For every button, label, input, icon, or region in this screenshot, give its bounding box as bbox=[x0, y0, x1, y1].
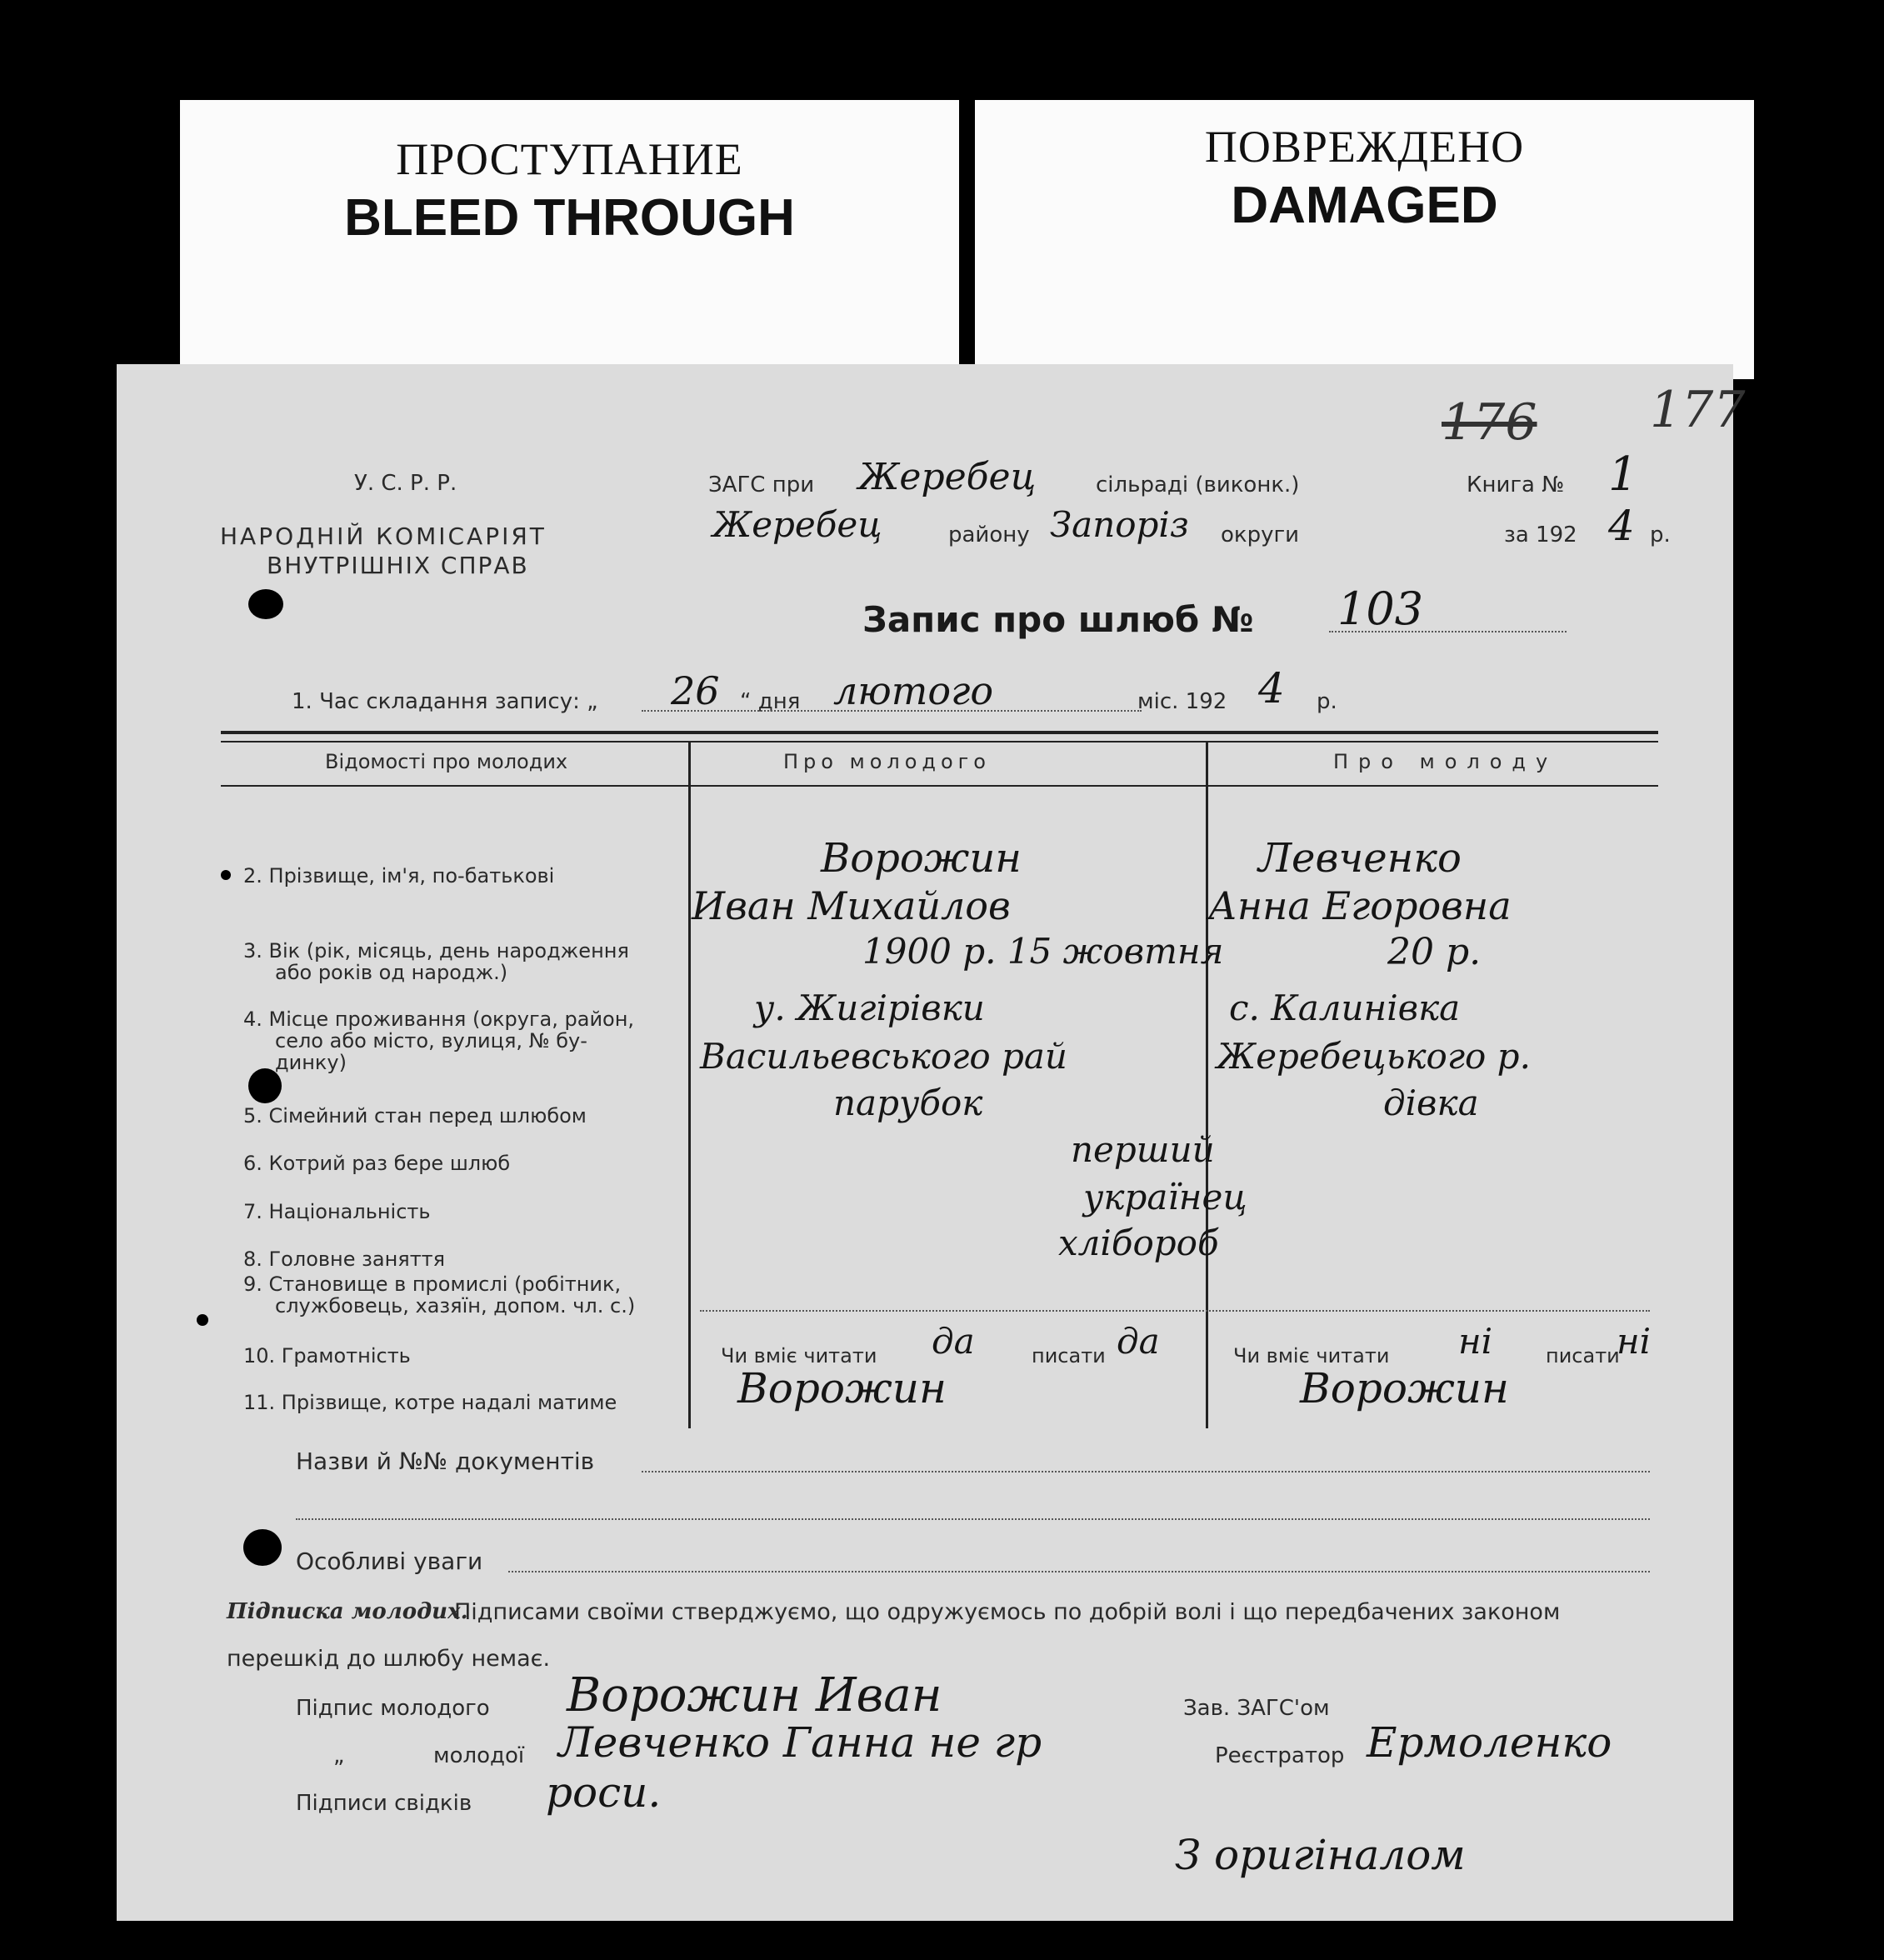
row-label-residence: 4. Місце проживання (округа, район, bbox=[243, 1008, 635, 1031]
bride-age: 20 р. bbox=[1387, 931, 1482, 973]
okruga-value: Запоріз bbox=[1050, 504, 1189, 545]
groom-residence: у. Жигірівки bbox=[754, 988, 985, 1028]
bleed-through-card bbox=[180, 100, 959, 379]
occupation: хлібороб bbox=[1058, 1222, 1219, 1263]
column-header-info: Відомості про молодих bbox=[325, 750, 568, 773]
groom-read-label: Чи вміє читати bbox=[721, 1344, 877, 1368]
year-value: 4 bbox=[1608, 502, 1635, 550]
bride-residence: с. Калинівка bbox=[1229, 988, 1461, 1028]
date-year: 4 bbox=[1258, 664, 1285, 712]
page-number-struck: 176 bbox=[1442, 393, 1537, 452]
nationality: українец bbox=[1083, 1177, 1247, 1218]
row-label-status: 9. Становище в промислі (робітник, bbox=[243, 1272, 622, 1296]
date-month: лютого bbox=[833, 668, 994, 713]
row-label-status-2: службовець, хазяїн, допом. чл. с.) bbox=[275, 1294, 636, 1318]
year-suffix: р. bbox=[1650, 522, 1671, 548]
bride-read: ні bbox=[1458, 1321, 1493, 1362]
commissariat-line2: ВНУТРІШНІХ СПРАВ bbox=[267, 552, 529, 579]
groom-birth: 1900 р. 15 жовтня bbox=[862, 931, 1224, 972]
damaged-en: DAMAGED bbox=[1231, 177, 1498, 234]
bride-write-label: писати bbox=[1546, 1344, 1620, 1368]
marriage-record-form bbox=[117, 364, 1746, 1921]
zags-value: Жеребец bbox=[858, 456, 1037, 498]
rayon-value: Жеребец bbox=[712, 504, 882, 545]
groom-signature: Ворожин Иван bbox=[567, 1668, 942, 1722]
bride-marital: дівка bbox=[1383, 1082, 1479, 1123]
row-label-occupation: 8. Головне заняття bbox=[243, 1248, 446, 1271]
kniga-label: Книга № bbox=[1467, 472, 1565, 498]
declaration-text: Підписами своїми стверджуємо, що одружуємось по добрій волі і що передбачених законом bbox=[454, 1599, 1561, 1625]
row-label-residence-2: село або місто, вулиця, № бу- bbox=[275, 1029, 587, 1052]
record-number: 103 bbox=[1337, 582, 1424, 635]
groom-residence-2: Васильевського рай bbox=[700, 1036, 1067, 1077]
bride-name: Анна Егоровна bbox=[1208, 883, 1512, 928]
groom-signature-label: Підпис молодого bbox=[296, 1696, 490, 1721]
bride-surname: Левченко bbox=[1258, 835, 1462, 882]
witness-signature: роси. bbox=[546, 1768, 662, 1817]
date-label: 1. Час складання запису: „ bbox=[292, 689, 598, 714]
row-label-surname: 11. Прізвище, котре надалі матиме bbox=[243, 1391, 617, 1414]
damaged-card bbox=[975, 100, 1754, 379]
documents-label: Назви й №№ документів bbox=[296, 1448, 595, 1475]
bride-signature-label: молодої bbox=[433, 1743, 525, 1768]
damaged-ru: ПОВРЕЖДЕНО bbox=[1204, 122, 1525, 172]
declaration-head: Підписка молодих. bbox=[227, 1599, 468, 1624]
row-label-name: 2. Прізвище, ім'я, по-батькові bbox=[243, 864, 555, 888]
groom-write: да bbox=[1117, 1321, 1160, 1362]
row-label-age: 3. Вік (рік, місяць, день народження bbox=[243, 939, 629, 962]
punch-hole bbox=[248, 589, 283, 619]
punch-hole bbox=[221, 870, 231, 880]
footer-note: З оригіналом bbox=[1175, 1831, 1466, 1879]
commissariat-line1: НАРОДНІЙ КОМІСАРІЯТ bbox=[220, 522, 547, 550]
zags-prefix: ЗАГС при bbox=[708, 472, 815, 498]
punch-hole bbox=[243, 1529, 282, 1566]
bleed-through-ru: ПРОСТУПАНИЕ bbox=[396, 134, 743, 184]
notes-label: Особливі уваги bbox=[296, 1548, 483, 1575]
declaration-text-2: перешкід до шлюбу немає. bbox=[227, 1646, 551, 1672]
bride-future-surname: Ворожин bbox=[1300, 1364, 1509, 1412]
column-header-bride: Про молоду bbox=[1333, 750, 1558, 773]
punch-hole bbox=[197, 1314, 208, 1326]
rayon-label: району bbox=[948, 522, 1030, 548]
groom-surname: Ворожин bbox=[821, 835, 1022, 882]
date-mis: міс. 192 bbox=[1137, 689, 1227, 714]
bleed-through-en: BLEED THROUGH bbox=[344, 189, 795, 247]
kniga-value: 1 bbox=[1608, 448, 1638, 502]
column-header-groom: Про молодого bbox=[783, 750, 991, 773]
republic-label: У. С. Р. Р. bbox=[354, 471, 457, 496]
row-label-marriage-count: 6. Котрий раз бере шлюб bbox=[243, 1152, 511, 1175]
groom-write-label: писати bbox=[1032, 1344, 1106, 1368]
date-day: 26 bbox=[671, 668, 720, 713]
date-day-suffix: “ дня bbox=[740, 689, 801, 714]
row-label-age-2: або років од народж.) bbox=[275, 961, 508, 984]
bride-residence-2: Жеребецького р. bbox=[1217, 1036, 1531, 1077]
bride-write: ні bbox=[1617, 1321, 1652, 1362]
marriage-count: перший bbox=[1071, 1129, 1215, 1170]
date-r: р. bbox=[1317, 689, 1337, 714]
row-label-literacy: 10. Грамотність bbox=[243, 1344, 411, 1368]
silrada-label: сільраді (виконк.) bbox=[1096, 472, 1300, 498]
bride-read-label: Чи вміє читати bbox=[1233, 1344, 1390, 1368]
registrar-signature: Ермоленко bbox=[1367, 1718, 1612, 1767]
okruga-label: округи bbox=[1221, 522, 1300, 548]
groom-name: Иван Михайлов bbox=[692, 883, 1011, 928]
bride-signature: Левченко Ганна не гр bbox=[558, 1718, 1042, 1767]
registrar-label: Реєстратор bbox=[1215, 1743, 1345, 1768]
witness-label: Підписи свідків bbox=[296, 1791, 472, 1816]
record-title: Запис про шлюб № bbox=[862, 599, 1254, 640]
row-label-residence-3: динку) bbox=[275, 1051, 347, 1074]
year-prefix: за 192 bbox=[1504, 522, 1577, 548]
groom-read: да bbox=[932, 1321, 975, 1362]
zags-head-label: Зав. ЗАГС'ом bbox=[1183, 1696, 1330, 1721]
bride-signature-prefix: „ bbox=[333, 1743, 345, 1768]
groom-marital: парубок bbox=[833, 1082, 983, 1123]
page-number: 177 bbox=[1650, 381, 1746, 439]
row-label-marital: 5. Сімейний стан перед шлюбом bbox=[243, 1104, 587, 1128]
groom-future-surname: Ворожин bbox=[737, 1364, 947, 1412]
row-label-nationality: 7. Національність bbox=[243, 1200, 431, 1223]
